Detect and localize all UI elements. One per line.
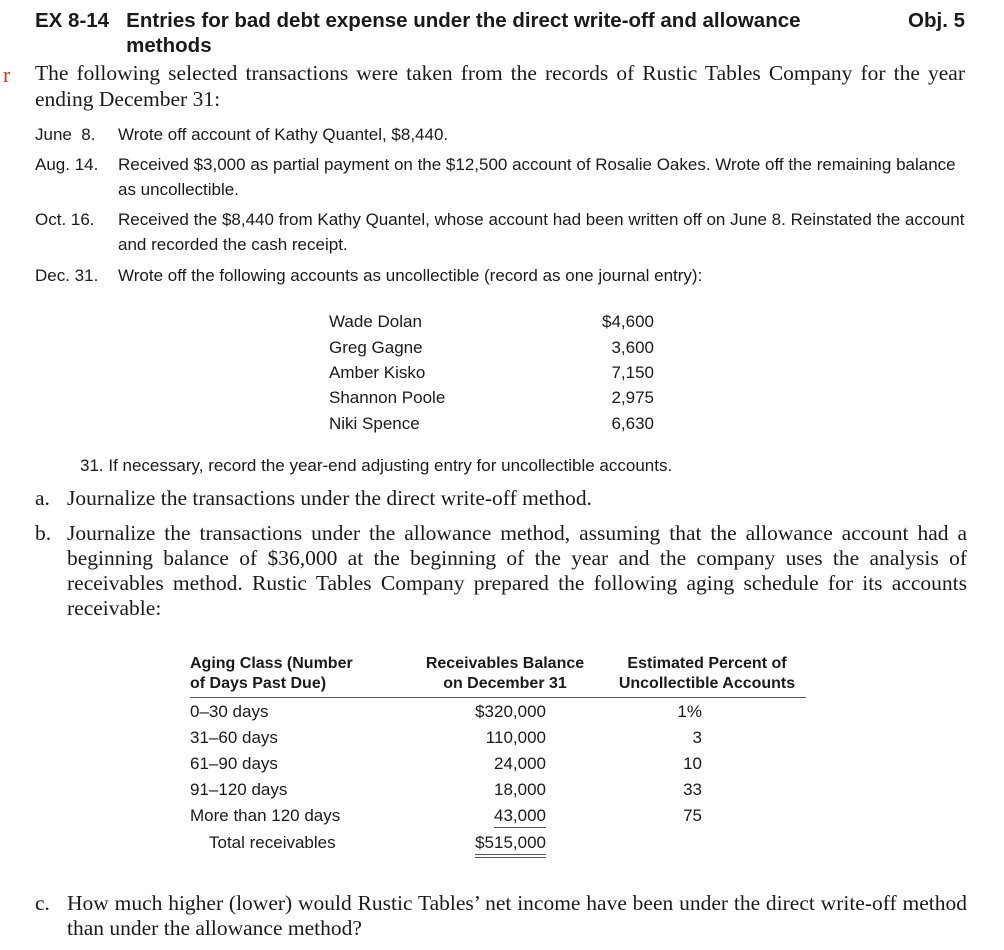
adjusting-entry-note: 31. If necessary, record the year-end adjusting entry for uncollectible accounts. xyxy=(80,456,673,475)
header-aging-class xyxy=(190,654,410,694)
percent-cell: 33 xyxy=(683,780,702,799)
requirement-text: Journalize the transactions under the direct write-off method. xyxy=(67,486,592,510)
header-estimated-percent xyxy=(608,654,806,694)
aging-class-cell: 61–90 days xyxy=(190,754,278,773)
written-off-account xyxy=(329,385,654,410)
aging-class-cell: 91–120 days xyxy=(190,780,288,799)
transaction-row xyxy=(35,207,975,257)
aging-class-cell: 0–30 days xyxy=(190,702,269,721)
requirement-c xyxy=(35,891,970,943)
requirement-text: Journalize the transactions under the allowance method, assuming that the allowance account had a beginning balance of $36,000 at the beginning of the year and the company uses the analysis of receivables method. Rustic Tables Company prepared the following aging schedule for its accounts receivable: xyxy=(67,521,967,620)
account-name: Greg Gagne xyxy=(329,338,423,357)
header-line: of Days Past Due) xyxy=(190,675,327,692)
transaction-date: Oct. 16. xyxy=(35,210,95,229)
transaction-date: Dec. 31. xyxy=(35,266,99,285)
requirement-letter: a. xyxy=(35,486,50,510)
objective-label: Obj. 5 xyxy=(908,9,965,32)
total-label: Total receivables xyxy=(209,833,336,852)
requirement-a xyxy=(35,486,970,512)
account-name: Niki Spence xyxy=(329,414,420,433)
exercise-number: EX 8-14 xyxy=(35,9,110,32)
transaction-row xyxy=(35,122,975,147)
percent-cell: 1% xyxy=(677,702,702,721)
header-line: Estimated Percent of xyxy=(627,655,787,672)
header-line: Uncollectible Accounts xyxy=(618,675,796,692)
total-balance: $515,000 xyxy=(475,830,546,858)
header-line: on December 31 xyxy=(443,675,567,692)
requirement-text: How much higher (lower) would Rustic Tables’ net income have been under the direct write-off method than under the allowance method? xyxy=(67,891,967,940)
margin-marker: r xyxy=(3,62,11,87)
written-off-account xyxy=(329,309,654,334)
account-amount: 7,150 xyxy=(611,363,654,382)
transaction-row xyxy=(35,263,975,288)
exercise-title-text: Entries for bad debt expense under the direct write-off and allowance methods xyxy=(126,9,801,57)
percent-cell: 75 xyxy=(683,806,702,825)
account-amount: 2,975 xyxy=(611,388,654,407)
account-amount: $4,600 xyxy=(602,312,654,331)
requirement-letter: c. xyxy=(35,891,50,915)
balance-cell: 43,000 xyxy=(494,803,546,828)
percent-cell: 10 xyxy=(683,754,702,773)
balance-cell: 24,000 xyxy=(494,754,546,773)
intro-paragraph: The following selected transactions were taken from the records of Rustic Tables Company for the year ending December 31: xyxy=(35,61,965,111)
transaction-text: Wrote off account of Kathy Quantel, $8,440. xyxy=(118,125,449,144)
written-off-account xyxy=(329,335,654,360)
transaction-text: Received $3,000 as partial payment on the $12,500 account of Rosalie Oakes. Wrote off the remaining balance as uncollectible. xyxy=(118,155,956,199)
aging-schedule-table xyxy=(190,654,806,864)
requirement-b xyxy=(35,521,970,625)
header-rule xyxy=(190,697,806,698)
balance-cell: 18,000 xyxy=(494,780,546,799)
balance-cell: $320,000 xyxy=(475,702,546,721)
transaction-text: Wrote off the following accounts as uncollectible (record as one journal entry): xyxy=(118,266,703,285)
account-name: Wade Dolan xyxy=(329,312,422,331)
account-amount: 3,600 xyxy=(611,338,654,357)
percent-cell: 3 xyxy=(692,728,702,747)
transaction-date: Aug. 14. xyxy=(35,155,99,174)
account-name: Amber Kisko xyxy=(329,363,426,382)
transaction-date: June 8. xyxy=(35,125,96,144)
balance-cell: 110,000 xyxy=(485,728,546,747)
written-off-account xyxy=(329,360,654,385)
transaction-text: Received the $8,440 from Kathy Quantel, whose account had been written off on June 8. Reinstated the account and recorded the cash receipt. xyxy=(118,210,965,254)
written-off-account xyxy=(329,411,654,436)
transaction-row xyxy=(35,152,975,202)
header-receivables-balance xyxy=(420,654,590,694)
exercise-title xyxy=(35,8,965,58)
header-line: Receivables Balance xyxy=(425,655,585,672)
account-name: Shannon Poole xyxy=(329,388,446,407)
requirement-letter: b. xyxy=(35,521,52,545)
aging-class-cell: 31–60 days xyxy=(190,728,278,747)
account-amount: 6,630 xyxy=(611,414,654,433)
header-line: Aging Class (Number xyxy=(190,655,353,672)
aging-class-cell: More than 120 days xyxy=(190,806,341,825)
